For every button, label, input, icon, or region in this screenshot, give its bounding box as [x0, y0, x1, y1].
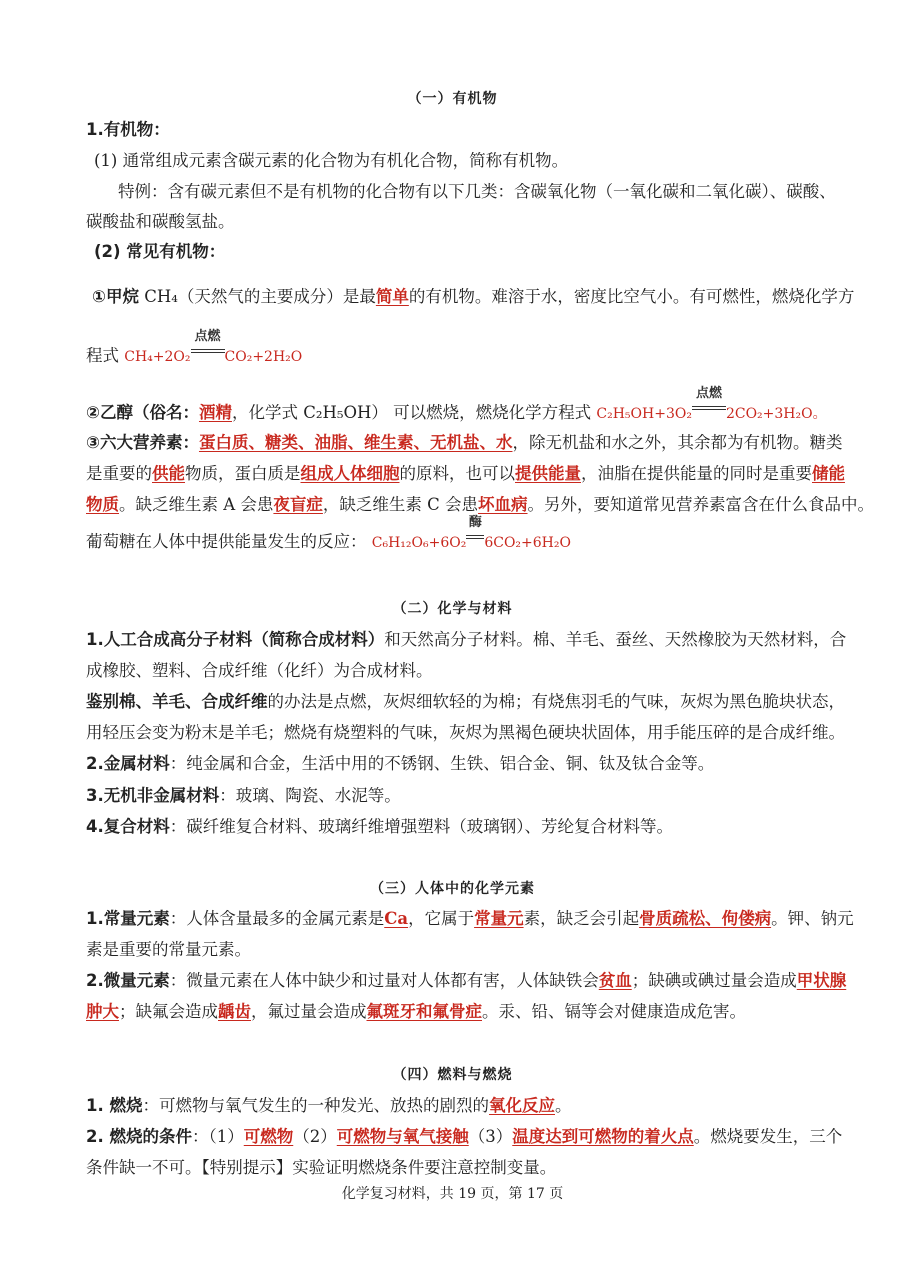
materials-line-7: 4.复合材料：碳纤维复合材料、玻璃纤维增强塑料（玻璃钢）、芳纶复合材料等。: [86, 817, 673, 836]
elements-line-4: 肿大；缺氟会造成龋齿，氟过量会造成氟斑牙和氟骨症。汞、铅、镉等会对健康造成危害。: [86, 1002, 746, 1021]
nutrients-line-2: 是重要的供能物质，蛋白质是组成人体细胞的原料，也可以提供能量，油脂在提供能量的同时是重要储能: [86, 464, 845, 483]
combustion-line-3: 条件缺一不可。【特别提示】实验证明燃烧条件要注意控制变量。: [86, 1158, 557, 1177]
reaction-arrow: 点燃: [191, 341, 225, 361]
heading-common-organic: (2) 常见有机物：: [94, 242, 226, 261]
materials-line-4: 用轻压会变为粉末是羊毛；燃烧有烧塑料的气味，灰烬为黑褐色硬块状固体，用手能压碎的是合成纤维。: [86, 723, 845, 742]
materials-line-1: 1.人工合成高分子材料（简称合成材料）和天然高分子材料。棉、羊毛、蚕丝、天然橡胶为天然材料，合: [86, 630, 847, 649]
section-title-materials: （二）化学与材料: [392, 601, 513, 617]
elements-line-2: 素是重要的常量元素。: [86, 940, 251, 959]
combustion-line-2: 2. 燃烧的条件：（1）可燃物（2）可燃物与氧气接触（3）温度达到可燃物的着火点。燃烧要发生，三个: [86, 1127, 843, 1146]
materials-line-5: 2.金属材料：纯金属和合金，生活中用的不锈钢、生铁、铝合金、铜、钛及钛合金等。: [86, 754, 715, 773]
methane-equation-line: 程式 CH₄+2O₂ 点燃 CO₂+2H₂O: [86, 329, 303, 365]
equation-methane: CH₄+2O₂ 点燃 CO₂+2H₂O: [124, 329, 303, 365]
elements-line-1: 1.常量元素：人体含量最多的金属元素是Ca，它属于常量元素，缺乏会引起骨质疏松、佝偻病。钾、钠元: [86, 909, 854, 928]
reaction-arrow: 点燃: [692, 398, 726, 418]
combustion-line-1: 1. 燃烧：可燃物与氧气发生的一种发光、放热的剧烈的氧化反应。: [86, 1096, 572, 1115]
glucose-line: 葡萄糖在人体中提供能量发生的反应： C₆H₁₂O₆+6O₂ 酶 6CO₂+6H₂O: [86, 515, 571, 551]
materials-line-6: 3.无机非金属材料：玻璃、陶瓷、水泥等。: [86, 786, 401, 805]
nutrients-line-3: 物质。缺乏维生素 A 会患夜盲症，缺乏维生素 C 会患坏血病。另外，要知道常见营养素富含在什么食品中。: [86, 495, 875, 514]
section-title-organic: （一）有机物: [407, 91, 498, 107]
section-title-combustion: （四）燃料与燃烧: [392, 1067, 513, 1083]
equation-ethanol: C₂H₅OH+3O₂ 点燃 2CO₂+3H₂O。: [596, 386, 827, 422]
nutrients-line-1: ③六大营养素：蛋白质、糖类、油脂、维生素、无机盐、水，除无机盐和水之外，其余都为有机物。糖类: [86, 433, 843, 452]
ethanol-line: ②乙醇（俗名：酒精，化学式 C₂H₅OH） 可以燃烧，燃烧化学方程式 C₂H₅OH+3O₂ 点燃 2CO₂+3H₂O。: [86, 386, 827, 422]
paragraph: 碳酸盐和碳酸氢盐。: [86, 212, 235, 231]
methane-line: ①甲烷 CH₄（天然气的主要成分）是最简单的有机物。难溶于水，密度比空气小。有可燃性，燃烧化学方: [92, 287, 855, 306]
materials-line-3: 鉴别棉、羊毛、合成纤维的办法是点燃，灰烬细软轻的为棉；有烧焦羽毛的气味，灰烬为黑色脆块状态，: [86, 692, 845, 711]
materials-line-2: 成橡胶、塑料、合成纤维（化纤）为合成材料。: [86, 661, 433, 680]
paragraph: 特例：含有碳元素但不是有机物的化合物有以下几类：含碳氧化物（一氧化碳和二氧化碳）、碳酸、: [118, 182, 836, 201]
page-footer: 化学复习材料，共 19 页，第 17 页: [341, 1186, 564, 1202]
section-title-elements: （三）人体中的化学元素: [370, 881, 535, 897]
reaction-arrow: 酶: [466, 527, 484, 547]
paragraph: (1) 通常组成元素含碳元素的化合物为有机化合物，简称有机物。: [94, 151, 569, 170]
equation-glucose: C₆H₁₂O₆+6O₂ 酶 6CO₂+6H₂O: [371, 515, 571, 551]
elements-line-3: 2.微量元素：微量元素在人体中缺少和过量对人体都有害，人体缺铁会贫血；缺碘或碘过量会造成甲状腺: [86, 971, 847, 990]
heading-organic: 1.有机物：: [86, 120, 170, 139]
